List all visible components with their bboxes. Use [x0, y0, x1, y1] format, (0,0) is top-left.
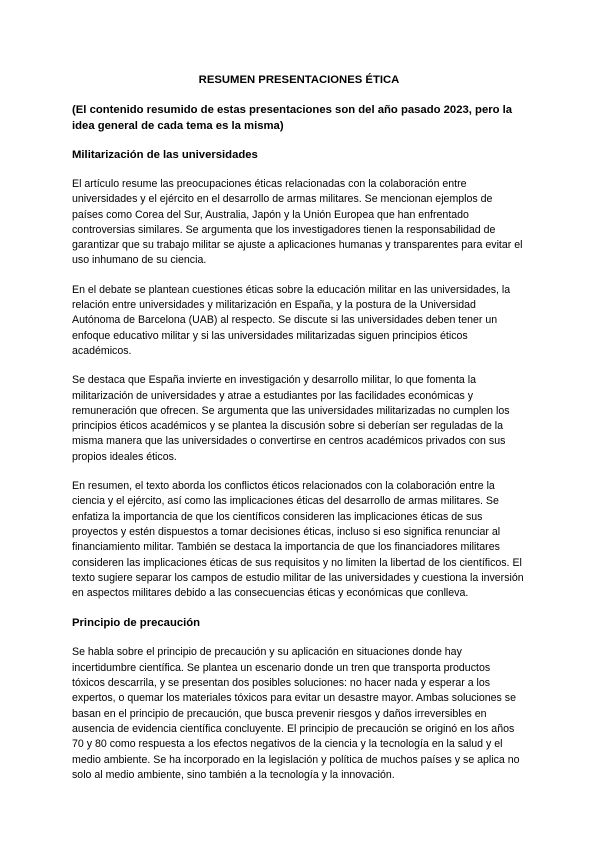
document-title: RESUMEN PRESENTACIONES ÉTICA — [198, 74, 400, 86]
document-page — [72, 72, 526, 797]
section-precaucion — [72, 615, 526, 783]
paragraph: Se destaca que España invierte en investigación y desarrollo militar, lo que fomenta la militarización de universidades y atrae a estudiantes por las facilidades económicas y remuneración que ofrecen. Se argumenta que las universidades militarizadas no cumplen los principios éticos académicos y se plantea la discusión sobre si deberían ser reguladas de la misma manera que las universidades o convertirse en centros académicos privados con sus propios ideales éticos. — [72, 374, 510, 463]
section-militarizacion — [72, 147, 526, 601]
paragraph: En resumen, el texto aborda los conflictos éticos relacionados con la colaboración entre la ciencia y el ejército, así como las implicaciones éticas del desarrollo de armas militares. Se enfatiza la importancia de que los científicos consideren las implicaciones éticas de sus proyectos y estén dispuestos a tomar decisiones éticas, incluso si eso significa renunciar al financiamiento militar. También se destaca la importancia de que los financiadores militares consideren las implicaciones éticas de sus requisitos y no limiten la libertad de los científicos. El texto sugiere separar los campos de estudio militar de las universidades y cuestiona la inversión en aspectos militares debido a las consecuencias éticas y económicas que conlleva. — [72, 480, 524, 600]
document-note: (El contenido resumido de estas presentaciones son del año pasado 2023, pero la idea general de cada tema es la misma) — [72, 104, 513, 132]
section-heading: Militarización de las universidades — [72, 149, 258, 161]
section-heading: Principio de precaución — [72, 617, 201, 630]
paragraph: En el debate se plantean cuestiones éticas sobre la educación militar en las universidades, la relación entre universidades y militarización en España, y la postura de la Universidad Autónoma de Barcelona (UAB) al respecto. Se discute si las universidades deben tener un enfoque educativo militar y si las universidades militarizadas siguen principios éticos académicos. — [72, 283, 511, 357]
paragraph: Se habla sobre el principio de precaución y su aplicación en situaciones donde hay incertidumbre científica. Se plantea un escenario donde un tren que transporta productos tóxicos descarrila, y se presentan dos posibles soluciones: no hacer nada y esperar a los expertos, o quemar los materiales tóxicos para evitar un desastre mayor. Ambas soluciones se basan en el principio de precaución, que busca prevenir riesgos y daños irreversibles en ausencia de evidencia científica concluyente. El principio de precaución se originó en los años 70 y 80 como respuesta a los efectos negativos de la ciencia y la tecnología en la salud y el medio ambiente. Se ha incorporado en la legislación y política de muchos países y se aplica no solo al medio ambiente, sino también a la tecnología y la innovación. — [72, 646, 520, 781]
paragraph: El artículo resume las preocupaciones éticas relacionadas con la colaboración entre universidades y el ejército en el desarrollo de armas militares. Se mencionan ejemplos de países como Corea del Sur, Australia, Japón y la Unión Europea que han enfrentado controversias similares. Se argumenta que los investigadores tienen la responsabilidad de garantizar que su trabajo militar se ajuste a aplicaciones humanas y transparentes para evitar el uso inhumano de su ciencia. — [72, 178, 523, 267]
